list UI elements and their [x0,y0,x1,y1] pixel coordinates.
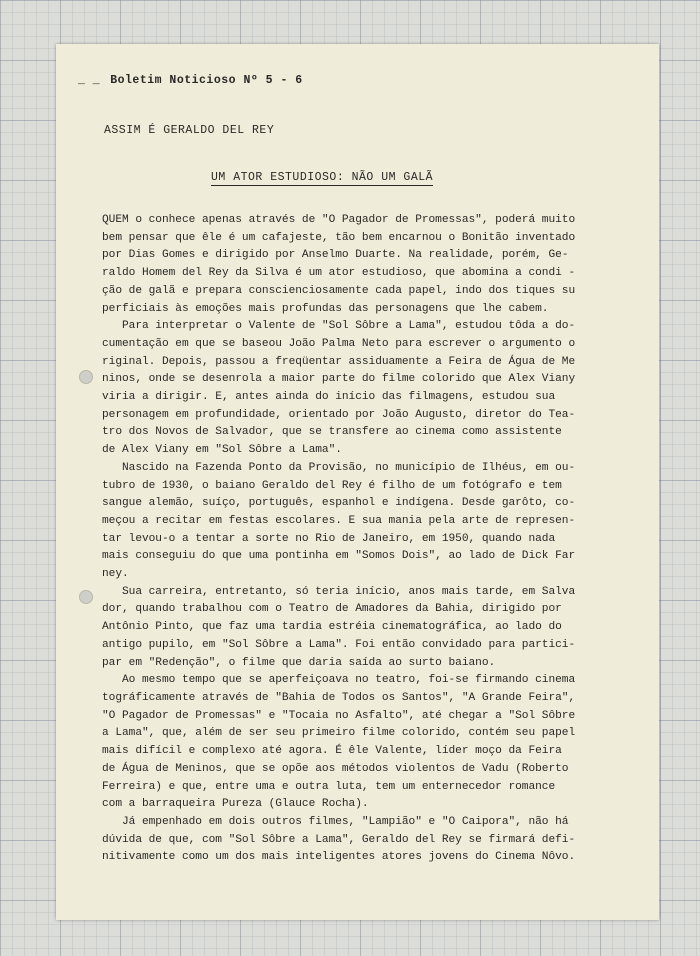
text-line: "O Pagador de Promessas" e "Tocaia no Asfalto", até chegar a "Sol Sôbre [102,709,576,722]
text-line: QUEM o conhece apenas através de "O Pagador de Promessas", poderá muito [102,214,576,226]
document-page [56,44,659,920]
text-line: por Dias Gomes e dirigido por Anselmo Duarte. Na realidade, porém, Ge- [102,249,569,262]
text-line: cumentação em que se baseou João Palma Neto para escrever o argumento o [102,337,576,350]
text-line: dor, quando trabalhou com o Teatro de Amadores da Bahia, dirigido por [102,603,562,616]
text-line: Nascido na Fazenda Ponto da Provisão, no município de Ilhéus, em ou- [102,461,576,474]
text-line: Já empenhado em dois outros filmes, "Lampião" e "O Caipora", não há [102,815,569,828]
headline: UM ATOR ESTUDIOSO: NÃO UM GALÃ [211,171,434,184]
text-line: ção de galã e prepara conscienciosamente cada papel, indo dos tiques su [102,284,576,297]
text-line: tubro de 1930, o baiano Geraldo del Rey é filho de um fotógrafo e tem [102,479,562,492]
article-body [102,212,622,867]
text-line: dúvida de que, com "Sol Sôbre a Lama", Geraldo del Rey se firmará defi- [102,833,576,846]
text-line: tro dos Novos de Salvador, que se transfere ao cinema como assistente [102,426,562,439]
bulletin-header [78,74,303,87]
text-line: tar levou-o a tentar a sorte no Rio de Janeiro, em 1950, quando nada [102,532,556,545]
text-line: par em "Redenção", o filme que daria saída ao surto baiano. [102,656,496,669]
bulletin-title: Boletim Noticioso Nº 5 - 6 [110,74,303,87]
text-line: tográficamente através de "Bahia de Todos os Santos", "A Grande Feira", [102,691,576,704]
text-line: mais conseguiu do que uma pontinha em "Somos Dois", ao lado de Dick Far [102,550,576,563]
text-line: riginal. Depois, passou a freqüentar assiduamente a Feira de Água de Me [102,355,576,368]
text-line: a Lama", que, além de ser seu primeiro filme colorido, contém seu papel [102,727,576,740]
text-line: Ao mesmo tempo que se aperfeiçoava no teatro, foi-se firmando cinema [102,674,576,687]
text-line: Para interpretar o Valente de "Sol Sôbre a Lama", estudou tôda a do- [102,320,576,333]
text-line: Sua carreira, entretanto, só teria início, anos mais tarde, em Salva [102,585,576,598]
punch-hole-upper [79,370,93,384]
text-line: nitivamente como um dos mais inteligentes atores jovens do Cinema Nôvo. [102,851,576,864]
text-line: personagem em profundidade, orientado por João Augusto, diretor do Tea- [102,408,576,421]
text-line: antigo pupilo, em "Sol Sôbre a Lama". Foi então convidado para partici- [102,638,576,651]
text-line: ney. [102,568,129,581]
text-line: com a barraqueira Pureza (Glauce Rocha). [102,798,369,811]
text-line: viria a dirigir. E, antes ainda do início das filmagens, estudou sua [102,391,556,404]
header-prefix: _ _ [78,74,101,87]
text-line: Ferreira) e que, entre uma e outra luta, tem um enternecedor romance [102,780,556,793]
punch-hole-lower [79,590,93,604]
text-line: Antônio Pinto, que faz uma tardia estréia cinematográfica, ao lado do [102,621,562,634]
text-line: meçou a recitar em festas escolares. E sua mania pela arte de represen- [102,514,576,527]
text-line: mais difícil e complexo até agora. É êle Valente, líder moço da Feira [102,745,562,758]
text-line: perficiais às emoções mais profundas das personagens que lhe cabem. [102,302,549,315]
section-title: ASSIM É GERALDO DEL REY [104,124,275,137]
text-line: de Água de Meninos, que se opõe aos métodos violentos de Vadu (Roberto [102,762,569,775]
text-line: bem pensar que êle é um cafajeste, tão bem encarnou o Bonitão inventado [102,231,576,244]
text-line: ninos, onde se desenrola a maior parte do filme colorido que Alex Viany [102,373,576,386]
text-line: raldo Homem del Rey da Silva é um ator estudioso, que abomina a condi - [102,267,576,280]
text-line: de Alex Viany em "Sol Sôbre a Lama". [102,444,342,457]
text-line: sangue alemão, suíço, português, espanhol e indígena. Desde garôto, co- [102,497,576,510]
